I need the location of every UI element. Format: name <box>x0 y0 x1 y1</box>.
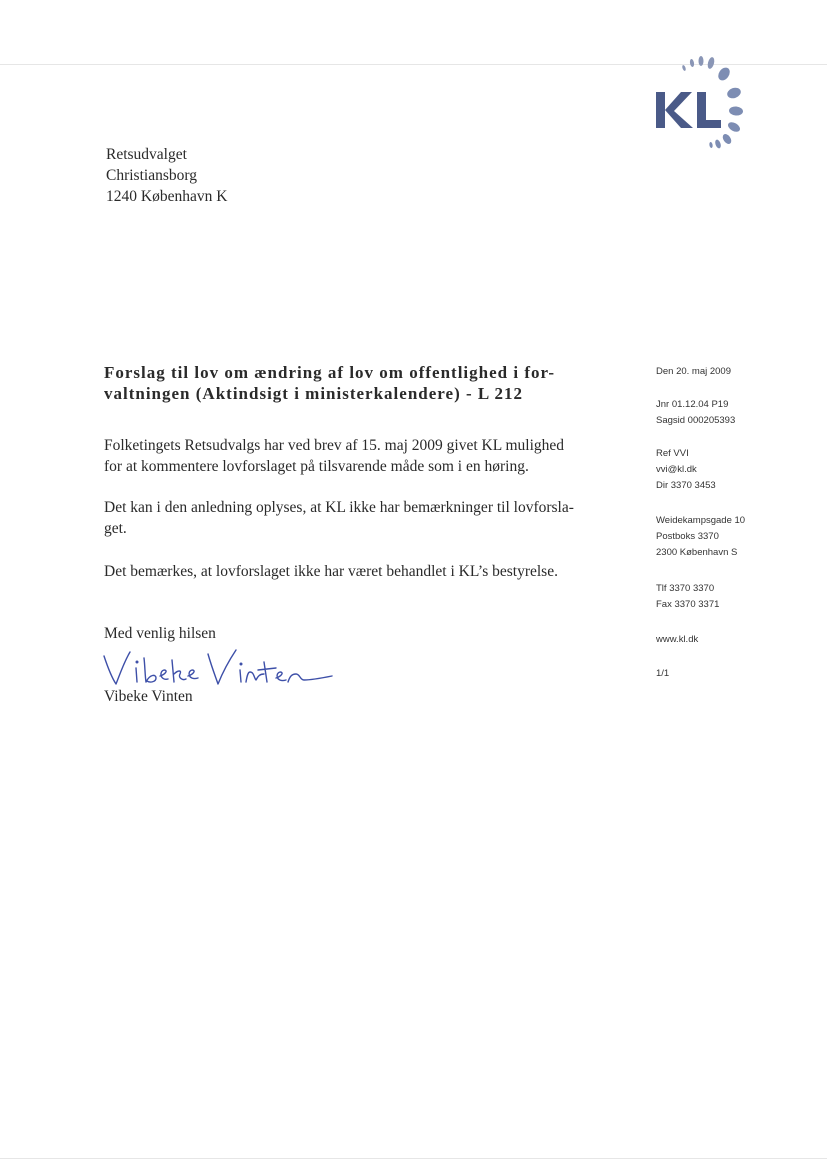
kl-logo-icon <box>640 48 760 153</box>
case-id: Sagsid 000205393 <box>656 415 736 426</box>
email-link[interactable]: vvi@kl.dk <box>656 464 697 475</box>
paragraph-2 <box>104 497 624 539</box>
journal-number: Jnr 01.12.04 P19 <box>656 399 729 410</box>
paragraph-1 <box>104 435 624 477</box>
letter-title <box>104 362 624 404</box>
sidebar-contact <box>656 446 716 494</box>
paragraph-line: get. <box>104 520 127 537</box>
paragraph-line: Det kan i den anledning oplyses, at KL ikke har bemærkninger til lovforsla- <box>104 499 574 516</box>
website-link[interactable]: www.kl.dk <box>656 634 699 645</box>
paragraph-3 <box>104 561 624 582</box>
signer-name: Vibeke Vinten <box>104 688 193 705</box>
street-address: Weidekampsgade 10 <box>656 515 746 526</box>
sidebar-case-info <box>656 397 735 429</box>
sidebar-phones <box>656 581 719 613</box>
fax-number: Fax 3370 3371 <box>656 599 720 610</box>
recipient-line: Christiansborg <box>106 167 197 184</box>
recipient-line: 1240 København K <box>106 188 228 205</box>
reference: Ref VVI <box>656 448 689 459</box>
paragraph-line: Det bemærkes, at lovforslaget ikke har været behandlet i KL’s bestyrelse. <box>104 563 558 580</box>
scan-edge-bottom <box>0 1158 827 1159</box>
paragraph-line: for at kommentere lovforslaget på tilsvarende måde som i en høring. <box>104 458 529 475</box>
direct-phone: Dir 3370 3453 <box>656 480 716 491</box>
closing-phrase: Med venlig hilsen <box>104 625 216 642</box>
phone-number: Tlf 3370 3370 <box>656 583 715 594</box>
title-line: Forslag til lov om ændring af lov om offentlighed i for- <box>104 363 556 382</box>
title-line: valtningen (Aktindsigt i ministerkalendere) - L 212 <box>104 384 524 403</box>
sidebar-date: Den 20. maj 2009 <box>656 366 731 377</box>
sidebar-address <box>656 513 745 561</box>
paragraph-line: Folketingets Retsudvalgs har ved brev af 15. maj 2009 givet KL mulighed <box>104 437 565 454</box>
postbox: Postboks 3370 <box>656 531 719 542</box>
recipient-address <box>106 144 227 207</box>
city: 2300 København S <box>656 547 738 558</box>
recipient-line: Retsudvalget <box>106 146 187 163</box>
page-number: 1/1 <box>656 668 670 679</box>
handwritten-signature-icon <box>100 646 340 690</box>
